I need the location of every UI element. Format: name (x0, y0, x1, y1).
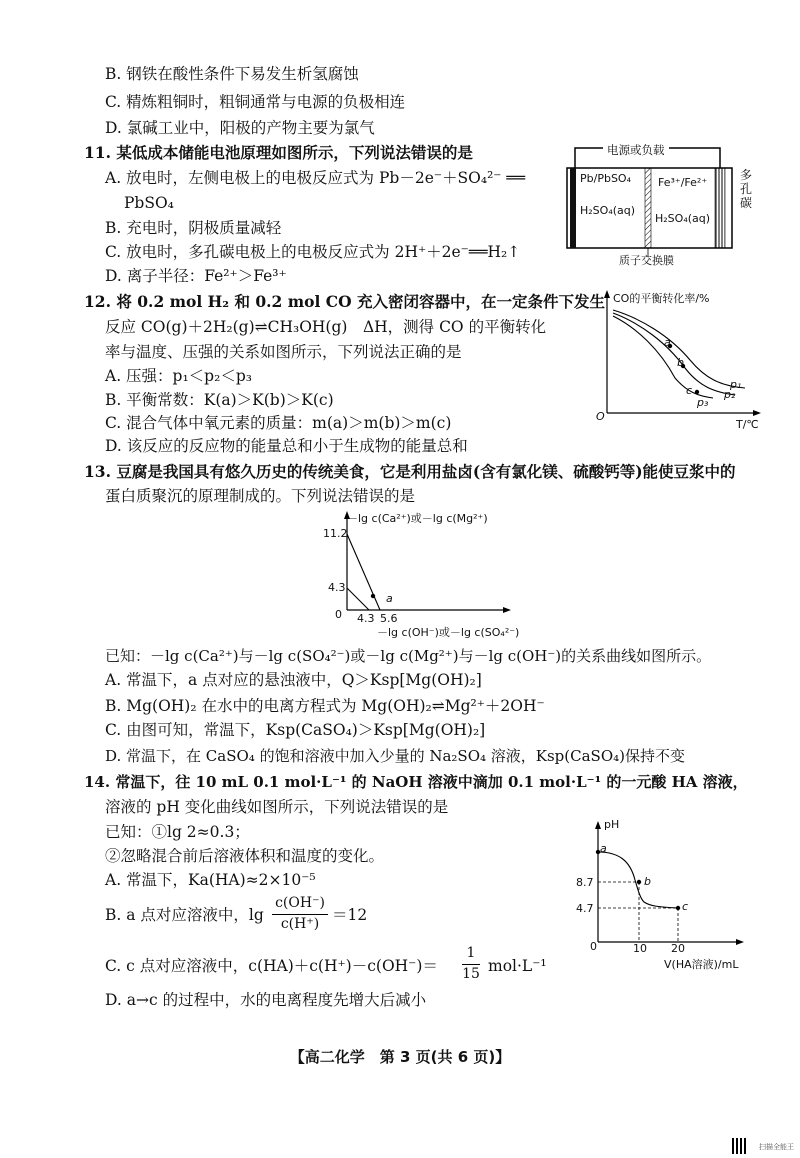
q13-option-c: C. 由图可知，常温下，Ksp(CaSO₄)＞Ksp[Mg(OH)₂] (105, 721, 486, 739)
q14-stem-line2: 溶液的 pH 变化曲线如图所示，下列说法错误的是 (105, 798, 449, 816)
q13-fig-xtick-2: 5.6 (380, 612, 398, 625)
q14-known-1: 已知：①lg 2≈0.3； (105, 823, 250, 841)
q11-option-a-line1: A. 放电时，左侧电极上的电极反应式为 Pb－2e⁻＋SO₄²⁻ ══ (105, 169, 526, 187)
q11-fig-left-solution: H₂SO₄(aq) (580, 204, 636, 217)
q11-option-c: C. 放电时，多孔碳电极上的电极反应式为 2H⁺＋2e⁻══H₂↑ (105, 243, 521, 261)
q13-fig-origin: 0 (335, 608, 342, 621)
q11-option-a-line2: PbSO₄ (124, 194, 174, 212)
q10-option-d: D. 氯碱工业中，阳极的产物主要为氯气 (105, 119, 375, 137)
q14-fig-xlabel: V(HA溶液)/mL (664, 958, 739, 971)
q14-option-d: D. a→c 的过程中，水的电离程度先增大后减小 (105, 991, 427, 1009)
scanner-watermark: 扫描全能王 (759, 1143, 794, 1151)
page-footer: 【高二化学 第 3 页(共 6 页)】 (289, 1048, 511, 1066)
q12-option-d: D. 该反应的反应物的能量总和小于生成物的能量总和 (105, 437, 468, 455)
q13-stem-line2: 蛋白质聚沉的原理制成的。下列说法错误的是 (105, 487, 416, 505)
q12-fig-curve-p1: p₁ (730, 378, 742, 391)
q13-stem-line1: 13. 豆腐是我国具有悠久历史的传统美食，它是利用盐卤(含有氯化镁、硫酸钙等)能使豆浆中的 (84, 462, 736, 481)
q12-fig-point-a: a (664, 336, 671, 349)
q14-fig-ylabel: pH (604, 818, 620, 831)
q12-fig-point-b: b (677, 356, 684, 369)
q11-fig-top-label: 电源或负载 (603, 142, 669, 158)
q13-option-d: D. 常温下，在 CaSO₄ 的饱和溶液中加入少量的 Na₂SO₄ 溶液，Ksp(CaSO₄)保持不变 (105, 747, 685, 765)
q12-fig-curve-p3: p₃ (697, 396, 709, 409)
q14-option-c-prefix: C. c 点对应溶液中，c(HA)＋c(H⁺)－c(OH⁻)＝ (105, 957, 438, 975)
curve-p3 (613, 316, 713, 398)
q14-fig-point-c: c (682, 900, 689, 913)
q12-stem-line2: 反应 CO(g)＋2H₂(g)⇌CH₃OH(g) ΔH，测得 CO 的平衡转化 (105, 318, 547, 336)
q13-fig-ylabel: －lg c(Ca²⁺)或－lg c(Mg²⁺) (347, 512, 488, 525)
q12-fig-curve-p2: p₂ (724, 388, 736, 401)
q11-option-d: D. 离子半径：Fe²⁺＞Fe³⁺ (105, 267, 287, 285)
line-mg (347, 534, 380, 610)
q13-fig-ytick-2: 4.3 (328, 581, 346, 594)
q11-fig-right-solution: H₂SO₄(aq) (655, 212, 711, 225)
q12-stem-line1: 12. 将 0.2 mol H₂ 和 0.2 mol CO 充入密闭容器中，在一定条件下发生 (84, 292, 605, 311)
q14-fig-xtick-1: 10 (633, 942, 647, 955)
q13-fig-point-a: a (386, 592, 393, 605)
q14-option-b-suffix: ＝12 (332, 906, 368, 924)
q13-option-a: A. 常温下，a 点对应的悬浊液中，Q＞Ksp[Mg(OH)₂] (105, 671, 482, 689)
q12-option-b: B. 平衡常数：K(a)＞K(b)＞K(c) (105, 391, 334, 409)
q11-fig-right-electrode: 多孔碳 (740, 168, 753, 210)
q14-fig-point-a: a (600, 842, 607, 855)
q14-fig-point-b: b (644, 875, 651, 888)
point-c (695, 390, 699, 394)
ph-curve (598, 852, 678, 908)
q12-fig-ylabel: CO的平衡转化率/% (613, 292, 710, 305)
point-a (371, 594, 375, 598)
q14-fig-ytick-1: 8.7 (576, 876, 594, 889)
q14-option-c-numerator: 1 (466, 945, 476, 961)
q13-fig-xlabel: －lg c(OH⁻)或－lg c(SO₄²⁻) (377, 626, 520, 639)
q13-known: 已知：－lg c(Ca²⁺)与－lg c(SO₄²⁻)或－lg c(Mg²⁺)与－lg c(OH⁻)的关系曲线如图所示。 (105, 647, 712, 665)
q11-fig-right-ions: Fe³⁺/Fe²⁺ (658, 176, 708, 189)
q14-option-a: A. 常温下，Ka(HA)≈2×10⁻⁵ (105, 871, 316, 889)
q10-option-b: B. 钢铁在酸性条件下易发生析氢腐蚀 (105, 65, 359, 83)
q13-option-b: B. Mg(OH)₂ 在水中的电离方程式为 Mg(OH)₂⇌Mg²⁺＋2OH⁻ (105, 697, 545, 715)
q14-known-2: ②忽略混合前后溶液体积和温度的变化。 (105, 847, 385, 865)
q14-option-b-prefix: B. a 点对应溶液中，lg (105, 906, 264, 924)
q12-option-a: A. 压强：p₁＜p₂＜p₃ (105, 367, 252, 385)
q12-fig-xlabel: T/℃ (736, 418, 759, 431)
q12-stem-line3: 率与温度、压强的关系如图所示，下列说法正确的是 (105, 343, 462, 361)
q11-fig-membrane: 质子交换膜 (619, 254, 674, 267)
q11-option-b: B. 充电时，阴极质量减轻 (105, 219, 282, 237)
qr-code-icon (732, 1138, 748, 1154)
q14-fig-origin: 0 (590, 940, 597, 953)
q12-fig-point-c: c (686, 384, 693, 397)
q12-option-c: C. 混合气体中氧元素的质量：m(a)＞m(b)＞m(c) (105, 414, 452, 432)
q14-stem-line1: 14. 常温下，往 10 mL 0.1 mol·L⁻¹ 的 NaOH 溶液中滴加 0.1 mol·L⁻¹ 的一元酸 HA 溶液， (84, 773, 748, 791)
q13-fig-xtick-1: 4.3 (357, 612, 375, 625)
curve-p2 (613, 313, 735, 395)
q14-option-b-numerator: c(OH⁻) (275, 895, 325, 911)
q14-fig-xtick-2: 20 (671, 942, 685, 955)
q12-fig-origin: O (596, 410, 605, 423)
q14-option-c-denominator: 15 (462, 966, 480, 982)
q14-ph-chart (588, 818, 758, 953)
q14-fig-ytick-2: 4.7 (576, 902, 594, 915)
line-ca (347, 588, 369, 610)
q11-fig-left-electrode: Pb/PbSO₄ (580, 172, 631, 185)
q10-option-c: C. 精炼粗铜时，粗铜通常与电源的负极相连 (105, 93, 406, 111)
q14-option-b-denominator: c(H⁺) (280, 916, 320, 932)
q11-stem: 11. 某低成本储能电池原理如图所示，下列说法错误的是 (84, 143, 473, 162)
q14-option-c-suffix: mol·L⁻¹ (488, 957, 547, 975)
q13-fig-ytick-1: 11.2 (323, 527, 348, 540)
